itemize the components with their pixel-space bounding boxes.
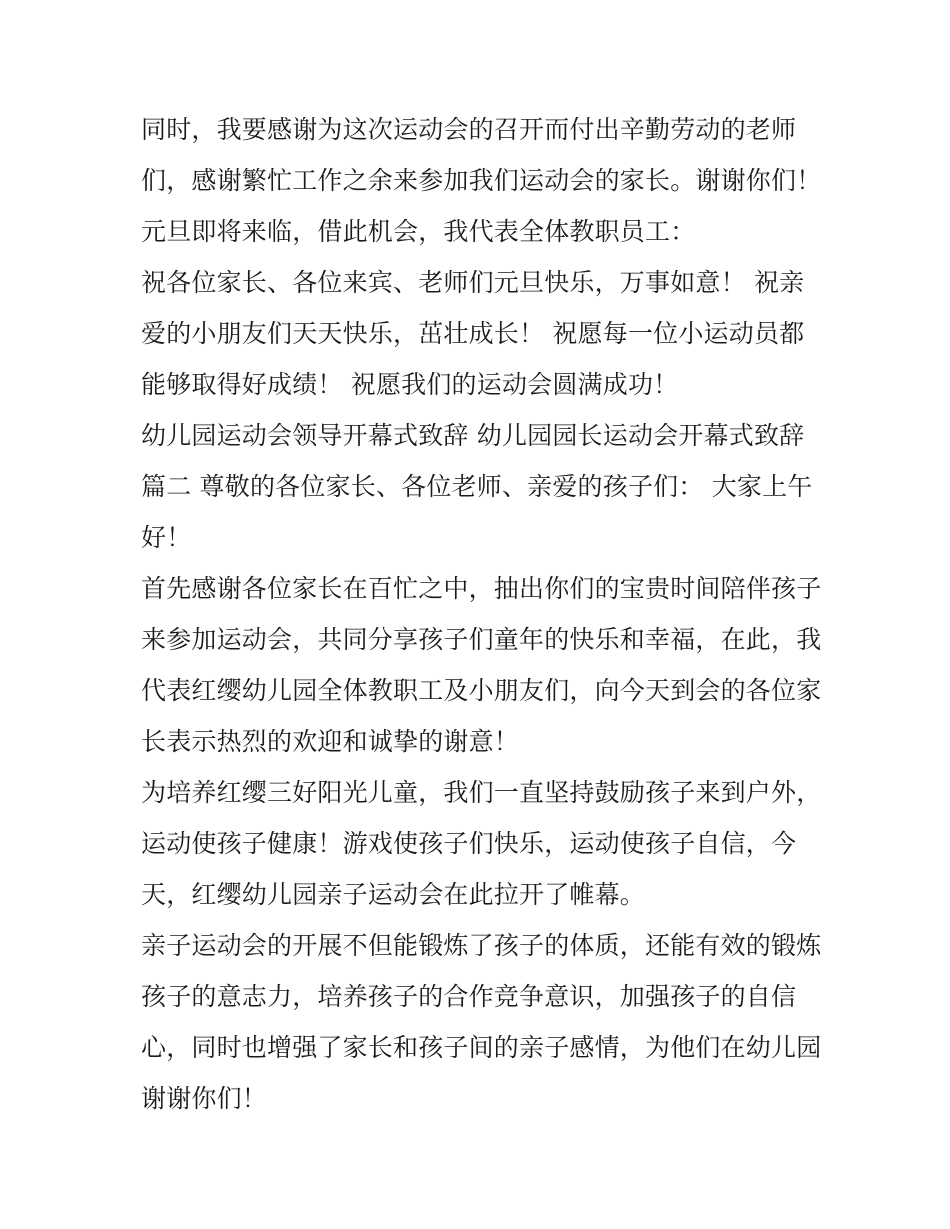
text-line: 幼儿园运动会领导开幕式致辞 幼儿园园长运动会开幕式致辞 bbox=[141, 421, 805, 450]
text-line: 心，同时也增强了家长和孩子间的亲子感情，为他们在幼儿园 bbox=[141, 1033, 822, 1062]
text-line: 篇二 尊敬的各位家长、各位老师、亲爱的孩子们： 大家上午 bbox=[141, 472, 813, 501]
document-body bbox=[141, 104, 831, 1124]
text-line: 好！ bbox=[141, 523, 192, 552]
text-line: 运动使孩子健康！游戏使孩子们快乐，运动使孩子自信，今 bbox=[141, 829, 797, 858]
text-line: 天，红缨幼儿园亲子运动会在此拉开了帷幕。 bbox=[141, 880, 646, 909]
text-line: 为培养红缨三好阳光儿童，我们一直坚持鼓励孩子来到户外， bbox=[141, 778, 822, 807]
text-line: 孩子的意志力，培养孩子的合作竞争意识，加强孩子的自信 bbox=[141, 982, 797, 1011]
text-line: 亲子运动会的开展不但能锻炼了孩子的体质，还能有效的锻炼 bbox=[141, 931, 822, 960]
text-line: 能够取得好成绩！ 祝愿我们的运动会圆满成功！ bbox=[141, 370, 679, 399]
text-line: 谢谢你们！ bbox=[141, 1084, 268, 1113]
text-line: 长表示热烈的欢迎和诚挚的谢意！ bbox=[141, 727, 520, 756]
text-line: 首先感谢各位家长在百忙之中，抽出你们的宝贵时间陪伴孩子 bbox=[141, 574, 822, 603]
text-line: 祝各位家长、各位来宾、老师们元旦快乐，万事如意！ 祝亲 bbox=[141, 268, 805, 297]
text-line: 代表红缨幼儿园全体教职工及小朋友们，向今天到会的各位家 bbox=[141, 676, 822, 705]
text-line: 们，感谢繁忙工作之余来参加我们运动会的家长。谢谢你们！ bbox=[141, 166, 822, 195]
text-line: 来参加运动会，共同分享孩子们童年的快乐和幸福，在此，我 bbox=[141, 625, 822, 654]
text-line: 元旦即将来临，借此机会，我代表全体教职员工： bbox=[141, 217, 696, 246]
text-line: 同时，我要感谢为这次运动会的召开而付出辛勤劳动的老师 bbox=[141, 115, 797, 144]
text-line: 爱的小朋友们天天快乐，茁壮成长！ 祝愿每一位小运动员都 bbox=[141, 319, 805, 348]
